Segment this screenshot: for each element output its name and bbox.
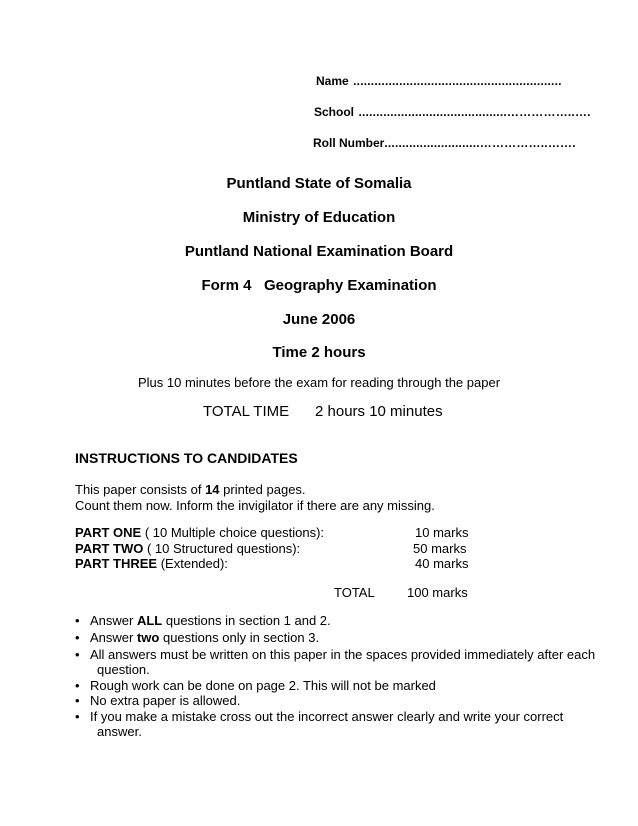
rule-answers-written-line2: question. xyxy=(97,662,150,677)
pages-count: 14 xyxy=(205,482,220,497)
count-line: Count them now. Inform the invigilator if there are any missing. xyxy=(75,498,435,513)
reading-note: Plus 10 minutes before the exam for reading through the paper xyxy=(137,375,501,390)
part-one-marks: 10 marks xyxy=(415,525,469,540)
part-three-name: PART THREE xyxy=(75,556,158,571)
header-date: June 2006 xyxy=(282,311,356,328)
name-field xyxy=(316,72,562,90)
part-one-desc: ( 10 Multiple choice questions): xyxy=(141,525,325,540)
header-exam xyxy=(0,277,638,294)
pages-pre: This paper consists of xyxy=(75,482,206,497)
rule-no-extra-paper: No extra paper is allowed. xyxy=(90,693,241,708)
bullet-icon: • xyxy=(75,647,80,662)
rule-1-post: questions in section 1 and 2. xyxy=(162,613,331,628)
part-two-marks: 50 marks xyxy=(413,541,467,556)
rule-mistake-line2: answer. xyxy=(97,724,142,739)
part-three-marks: 40 marks xyxy=(415,556,469,571)
rule-2-bold: two xyxy=(136,630,160,645)
header-subject: Geography Examination xyxy=(263,277,437,294)
rule-1-pre: Answer xyxy=(90,613,137,628)
total-label: TOTAL xyxy=(334,585,375,600)
roll-number-field xyxy=(313,134,576,152)
header-form: Form 4 xyxy=(201,277,252,294)
school-label: School xyxy=(314,105,355,119)
header-time: Time 2 hours xyxy=(272,344,366,361)
pages-line xyxy=(75,482,306,497)
bullet-icon: • xyxy=(75,630,80,645)
total-marks: 100 marks xyxy=(407,585,468,600)
rule-answer-two xyxy=(90,629,319,646)
rule-mistake-line1: If you make a mistake cross out the incorrect answer clearly and write your correct xyxy=(90,709,564,724)
rule-1-bold: ALL xyxy=(136,613,163,628)
instructions-heading: INSTRUCTIONS TO CANDIDATES xyxy=(75,450,298,466)
bullet-icon: • xyxy=(75,693,80,708)
roll-number-label: Roll Number xyxy=(313,136,385,150)
bullet-icon: • xyxy=(75,709,80,724)
rule-rough-work: Rough work can be done on page 2. This will not be marked xyxy=(90,678,436,693)
header-board: Puntland National Examination Board xyxy=(184,243,454,260)
part-two-name: PART TWO xyxy=(75,541,144,556)
school-field xyxy=(314,103,591,121)
rule-2-pre: Answer xyxy=(90,630,137,645)
part-two-row xyxy=(75,541,300,556)
name-label: Name xyxy=(316,74,349,88)
header-ministry: Ministry of Education xyxy=(242,209,396,226)
roll-number-dots: ...........................……………..……. xyxy=(384,136,576,150)
header-state: Puntland State of Somalia xyxy=(226,175,412,192)
part-three-desc: (Extended): xyxy=(157,556,228,571)
part-three-row xyxy=(75,556,228,571)
rule-2-post: questions only in section 3. xyxy=(159,630,320,645)
part-one-name: PART ONE xyxy=(75,525,142,540)
part-one-row xyxy=(75,525,324,540)
total-time-value: 2 hours 10 minutes xyxy=(315,403,443,420)
rule-answers-written-line1: All answers must be written on this paper in the spaces provided immediately after each xyxy=(90,647,596,662)
pages-post: printed pages. xyxy=(219,482,306,497)
school-dots: ..........................................……………..…. xyxy=(358,105,591,119)
bullet-icon: • xyxy=(75,678,80,693)
total-time-label: TOTAL TIME xyxy=(203,403,290,420)
bullet-icon: • xyxy=(75,613,80,628)
name-dots: ........................................................... xyxy=(353,74,562,88)
part-two-desc: ( 10 Structured questions): xyxy=(143,541,301,556)
rule-answer-all xyxy=(90,612,331,629)
